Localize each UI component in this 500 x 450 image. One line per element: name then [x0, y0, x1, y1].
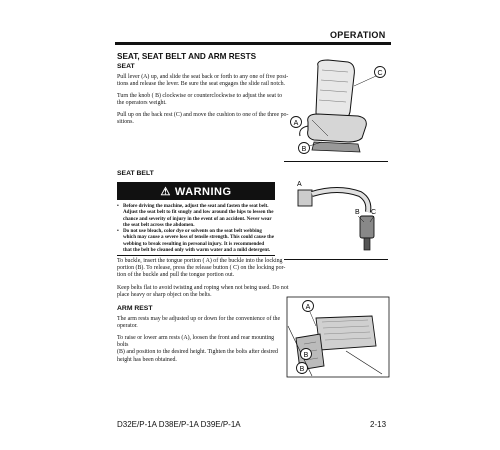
svg-text:A: A — [293, 120, 299, 127]
page-number: 2-13 — [370, 420, 387, 429]
seat-paragraph-1: Pull lever (A) up, and slide the seat back or forth to any one of five posi- tions and release the lever. Be sure the seat engages the slide rail notch. — [117, 74, 289, 88]
svg-text:C: C — [377, 70, 383, 77]
seat-heading: SEAT — [117, 63, 135, 70]
armrest-heading: ARM REST — [117, 305, 153, 312]
svg-text:A: A — [297, 181, 302, 188]
seatbelt-heading: SEAT BELT — [117, 170, 154, 177]
warning-bullet-2: • Do not use bleach, color dye or solvents on the seat belt webbing which may cause a severe loss of tensile strength. This could cause the webbing to break resulting in personal injury. It is recommended that the belt be cleaned only with warm water and a mild detergent. — [117, 228, 274, 254]
svg-text:B: B — [299, 366, 305, 373]
warning-list — [117, 203, 277, 253]
armrest-paragraph-2: To raise or lower arm rests (A), loosen the front and rear mounting bolts (B) and position to the desired height. Tighten the bolts after desired height has been obtained. — [117, 335, 278, 363]
page-title: SEAT, SEAT BELT AND ARM RESTS — [117, 52, 257, 61]
warning-label: WARNING — [174, 186, 232, 198]
armrest-figure — [286, 296, 390, 378]
warning-bullet-1: • Before driving the machine, adjust the seat and fasten the seat belt. Adjust the seat belt to fit snugly and low around the hips to lessen the chance and severity of injury in the event of an accident. Never wear the seat belt across the abdomen. — [117, 203, 274, 228]
svg-text:A: A — [305, 304, 311, 311]
armrest-paragraph-1: The arm rests may be adjusted up or down for the convenience of the operator. — [117, 316, 281, 330]
warning-icon: ⚠ — [160, 186, 171, 198]
svg-text:B: B — [303, 352, 309, 359]
seat-figure-rule — [284, 161, 388, 162]
seatbelt-paragraph-1: To buckle, insert the tongue portion ( A) of the buckle into the locking portion (B). To release, press the release button ( C) on the locking por- tion of the buckle and pull the tongue portion out. — [117, 258, 286, 279]
seat-paragraph-3: Pull up on the back rest (C) and move the cushion to one of the three po- sitions. — [117, 112, 289, 126]
section-header: OPERATION — [330, 30, 386, 40]
footer-models: D32E/P-1A D38E/P-1A D39E/P-1A — [117, 420, 241, 429]
svg-text:C: C — [371, 209, 377, 216]
header-rule — [115, 42, 391, 45]
seatbelt-paragraph-2: Keep belts flat to avoid twisting and roping when not being used. Do not place heavy or sharp object on the belts. — [117, 285, 289, 299]
warning-banner — [117, 182, 275, 200]
warning-rule — [117, 255, 275, 256]
svg-text:B: B — [301, 146, 307, 153]
seat-figure — [288, 56, 388, 160]
seat-paragraph-2: Turn the knob ( B) clockwise or counterclockwise to adjust the seat to the operators weight. — [117, 93, 283, 107]
svg-text:B: B — [355, 209, 360, 216]
seatbelt-figure-rule — [284, 259, 388, 260]
seatbelt-figure — [288, 172, 388, 258]
belt-tongue — [298, 190, 312, 206]
